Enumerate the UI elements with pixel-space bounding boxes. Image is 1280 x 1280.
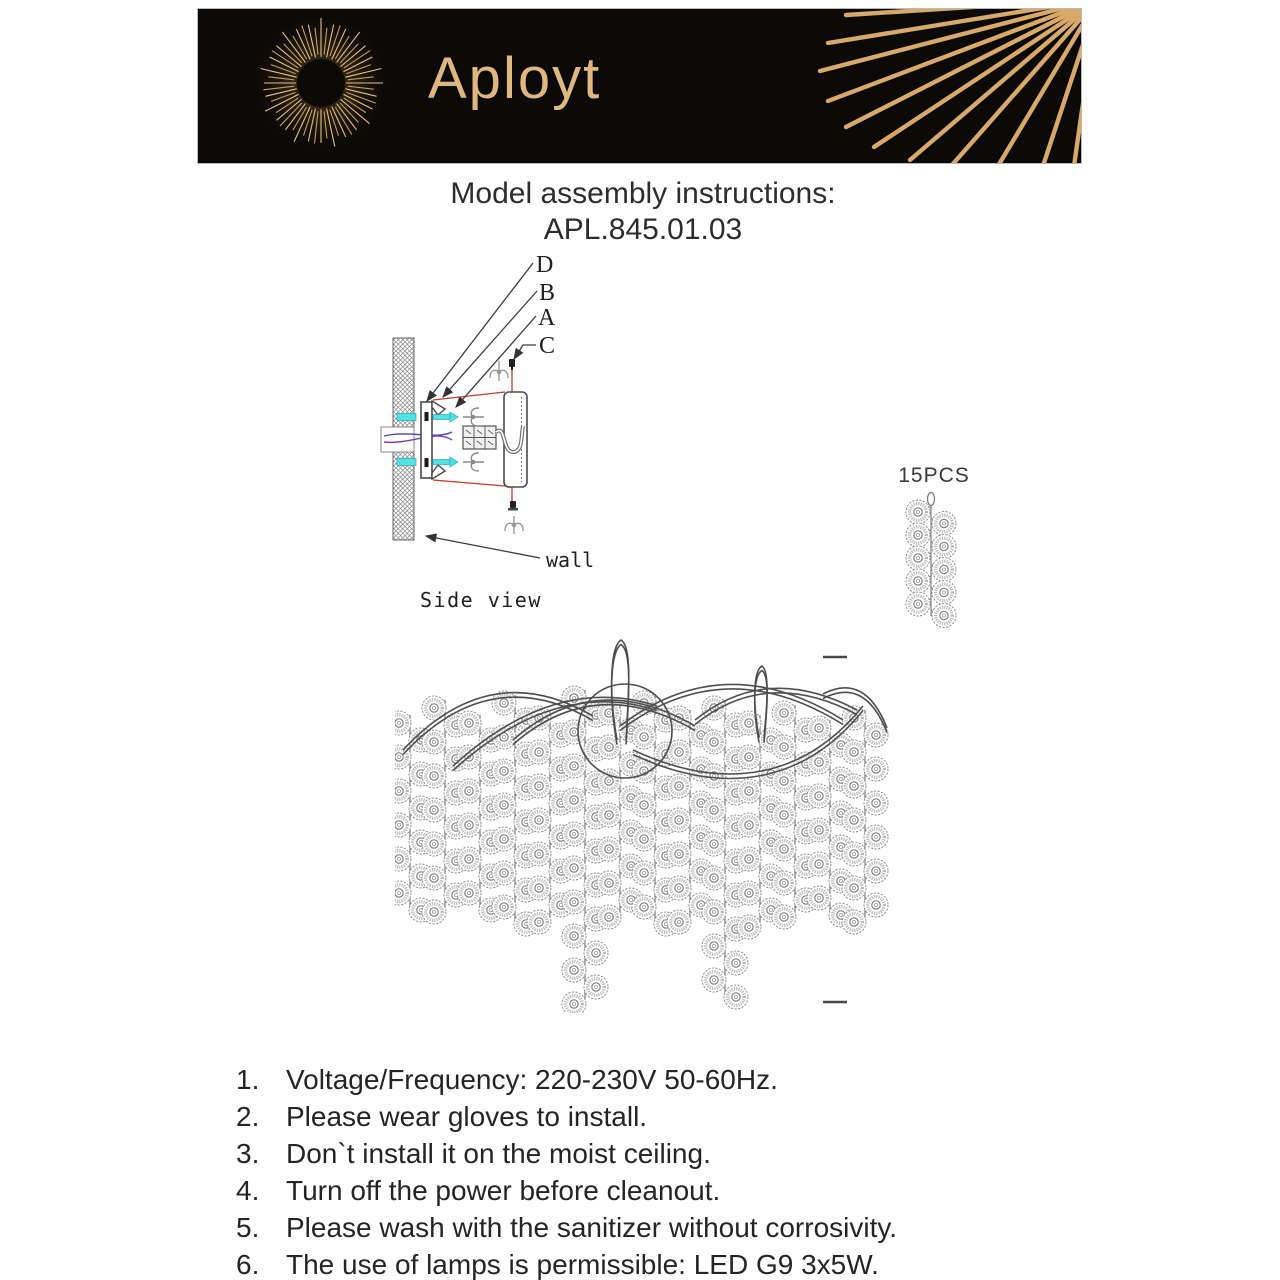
top-fastener	[490, 359, 515, 381]
strand-discs	[906, 500, 956, 628]
corner-rays-decor-icon	[820, 9, 1082, 164]
part-label-c: C	[539, 333, 556, 359]
terminal-block	[463, 426, 496, 449]
lamp-canopy	[504, 392, 527, 487]
item-number: 6.	[236, 1249, 260, 1280]
model-number: APL.845.01.03	[543, 213, 743, 246]
item-text: Turn off the power before cleanout.	[286, 1175, 721, 1206]
item-text: Don`t install it on the moist ceiling.	[286, 1138, 711, 1169]
mounting-bracket	[421, 401, 445, 479]
part-label-b: B	[539, 280, 556, 306]
item-number: 3.	[236, 1138, 260, 1169]
list-item	[236, 1136, 1036, 1173]
list-item	[236, 1062, 1036, 1099]
item-number: 4.	[236, 1175, 260, 1206]
side-view-diagram	[370, 250, 682, 622]
side-view-caption: Side view	[420, 588, 542, 612]
part-label-a: A	[538, 305, 556, 331]
list-item	[236, 1247, 1036, 1280]
list-item	[236, 1210, 1036, 1247]
strand-hook	[928, 493, 935, 506]
crystal-strand-part	[885, 490, 977, 630]
list-item	[236, 1173, 1036, 1210]
chandelier-drawing	[395, 628, 895, 1013]
item-number: 5.	[236, 1212, 260, 1243]
bottom-fastener	[505, 501, 523, 534]
item-text: The use of lamps is permissible: LED G9 3x5W.	[286, 1249, 879, 1280]
brand-logo-text: Aployt	[428, 46, 602, 111]
instruction-list	[236, 1062, 1036, 1280]
banner-decor	[198, 9, 1082, 164]
page-title: Model assembly instructions:	[450, 177, 836, 210]
item-text: Please wear gloves to install.	[286, 1101, 648, 1132]
sunburst-center	[297, 59, 345, 107]
item-text: Voltage/Frequency: 220-230V 50-60Hz.	[286, 1064, 778, 1095]
parts-count-label: 15PCS	[898, 464, 970, 487]
item-number: 1.	[236, 1064, 260, 1095]
title-block	[0, 176, 1280, 248]
item-number: 2.	[236, 1101, 260, 1132]
wall-outlet-box	[381, 427, 414, 452]
wall-label: wall	[546, 548, 595, 572]
part-label-d: D	[536, 252, 554, 278]
chandelier-strands	[395, 686, 888, 1013]
list-item	[236, 1099, 1036, 1136]
brand-banner	[197, 8, 1082, 164]
item-text: Please wash with the sanitizer without corrosivity.	[286, 1212, 898, 1243]
